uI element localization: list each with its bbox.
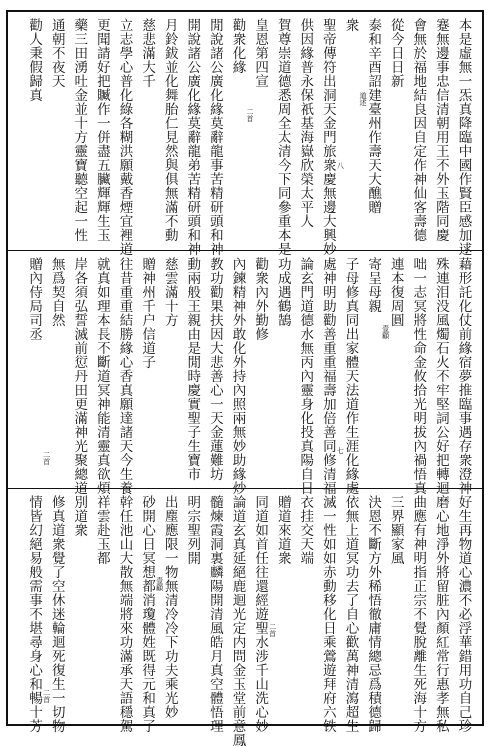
scripture-page: [6, 10, 484, 747]
text-column: 聖帝傳符出洞天金門旅衆慶無邊大興妙: [319, 18, 336, 256]
text-column: 祥雲赴玉都: [93, 495, 110, 565]
small-annotation: 二首: [42, 451, 51, 465]
text-column: 衆: [342, 18, 359, 32]
text-column: 依無上道冥功去了自心歡萬神清瀉超生: [342, 495, 359, 733]
text-column: 皇恩第四宣: [252, 18, 269, 88]
text-column: 髓煉霞洞裏麟陽開清風皓月真空體悟理: [206, 495, 223, 733]
small-annotation: 八: [336, 162, 345, 169]
small-annotation: 道述: [359, 92, 367, 106]
panel-top: [8, 12, 482, 256]
text-column: 連本復周圓: [387, 257, 404, 327]
panel-bottom: [8, 488, 482, 747]
text-column: 滅一性如如赤動移化日乘鶯遊拜府六铁: [319, 495, 336, 733]
text-column: 論玄門道德水無丙內靈身化投真陽自日: [297, 257, 314, 495]
text-column: 蹇無邊事忠信清朝用王不外玉階同慶: [432, 18, 449, 242]
text-column: 立志學心普化綠各糊洪願戴香煙宜裡道: [116, 18, 133, 256]
text-column: 慈悲滿大千: [139, 18, 156, 88]
text-column: 供因緣普永保祇基海嶽欣榮太平人: [297, 18, 314, 228]
text-column: 處神明助勸善重重福壽加倍善同修清福: [319, 257, 336, 495]
small-annotation: 壹顧: [155, 577, 164, 591]
small-annotation: 二首: [246, 108, 254, 122]
text-column: 曲應有神明指正宗不覺脫離生死海十方: [410, 495, 427, 733]
text-column: 別道衆: [71, 495, 88, 537]
text-column: 動兩般王親由是閒時慶實聖子生寶市: [184, 257, 201, 481]
text-column: 寄呈母親: [365, 257, 382, 313]
text-column: 就真如理本長不斷道冥神能清靈真欲煩: [93, 257, 110, 495]
text-column: 磨心地淨外將留脏內顏紅常行惠孝無私: [432, 495, 449, 733]
small-annotation: 七: [336, 447, 345, 454]
text-column: 贈神州千户信道子: [139, 257, 156, 369]
text-column: 往昔重重結勝緣心香真願達諸天今生養: [116, 257, 133, 495]
small-annotation: 二首: [268, 623, 277, 637]
text-column: 從今日日新: [387, 18, 404, 88]
text-column: 幹任池山大散無端將來功滿承天語穩駕: [116, 495, 133, 733]
text-column: 月鈴鈸並化舞胎仁見然與俱無滿不動: [161, 18, 178, 242]
text-column: 咄一志冥將性命金攸拾光明拔內禍悟真: [410, 257, 427, 495]
text-column: 無爲契自然: [48, 257, 65, 327]
small-annotation: 二首: [42, 689, 51, 703]
text-column: 勸衆化緣: [229, 18, 246, 74]
text-column: 勸人秉假歸真: [26, 18, 43, 102]
text-column: 三界顯家風: [387, 495, 404, 565]
text-column: 情皆幻絕易般需事不堪尋身心和暢十芳: [26, 495, 43, 733]
text-column: 殊連泪没風燭石火不牢堅詞公好把轉迴: [432, 257, 449, 495]
text-column: 泰和辛酉詔建臺州作壽天大醮贈: [365, 18, 382, 214]
text-column: 本是虛無一炁真降臨中國作賢臣感加逑: [455, 18, 472, 256]
text-column: 論道玄真延絕鹿迴光定内問金玉堂前意鳳: [229, 495, 246, 747]
text-column: 贈道來道衆: [274, 495, 291, 565]
text-column: 慈雲滿十方: [161, 257, 178, 327]
text-column: 賀尊崇道德悉周全太清今下同參重本是: [274, 18, 291, 256]
text-column: 會無於福地結良因自定作神仙客壽德: [410, 18, 427, 242]
text-column: 決恩不斷方外稀悟徹庸情總忌爲積德歸: [365, 495, 382, 733]
text-column: 岸各須弘誓滅前愆丹田更滿神光聚總道: [71, 257, 88, 495]
text-column: 好生再物道心濃不必浮華錯用功自己珍: [455, 495, 472, 733]
text-column: 砂開心日冥想都消瓊體姓既得元和真了: [139, 495, 156, 733]
text-column: 同道如首任往還經遊聖水涉千山洗心妙: [252, 495, 269, 733]
text-column: 藉形託化仗前緣宿夢推臨事遇存衆澄神: [455, 257, 472, 495]
text-column: 衣挂交天端: [297, 495, 314, 565]
text-column: 教功勸果扶因大悲善心一天金蓮難坊: [206, 257, 223, 481]
small-annotation: 壹顧: [381, 325, 390, 339]
panel-middle: [8, 250, 482, 495]
text-column: 通朝不夜天: [48, 18, 65, 88]
text-column: 明宗聖列開: [184, 495, 201, 565]
text-column: 藥三田湧吐金並十方靈寶聽空起一性: [71, 18, 88, 242]
text-column: 功成遇鶴鵠: [274, 257, 291, 327]
text-column: 內鍊精神外敢化外持內照兩無妙助緣炒: [229, 257, 246, 495]
text-column: 子母修真同出家體天法道作生涯化緣處: [342, 257, 359, 495]
text-column: 贈內侍局司丞: [26, 257, 43, 341]
text-column: 出塵應限一物無清冷冷下功夫乘光妙: [161, 495, 178, 719]
text-column: 勸衆內外勤修: [252, 257, 269, 341]
text-column: 開說諸公廣化緣莫辭龍弟苦精研頭和神: [184, 18, 201, 256]
text-column: 更聞請好把贓作一併盡五臟輝輝生玉: [93, 18, 110, 242]
text-column: 閒說諸公廣化緣莫辭龍事苦精研頭和神: [206, 18, 223, 256]
text-column: 修真道衆覺了空休迷輪迴死復生一切物: [48, 495, 65, 733]
